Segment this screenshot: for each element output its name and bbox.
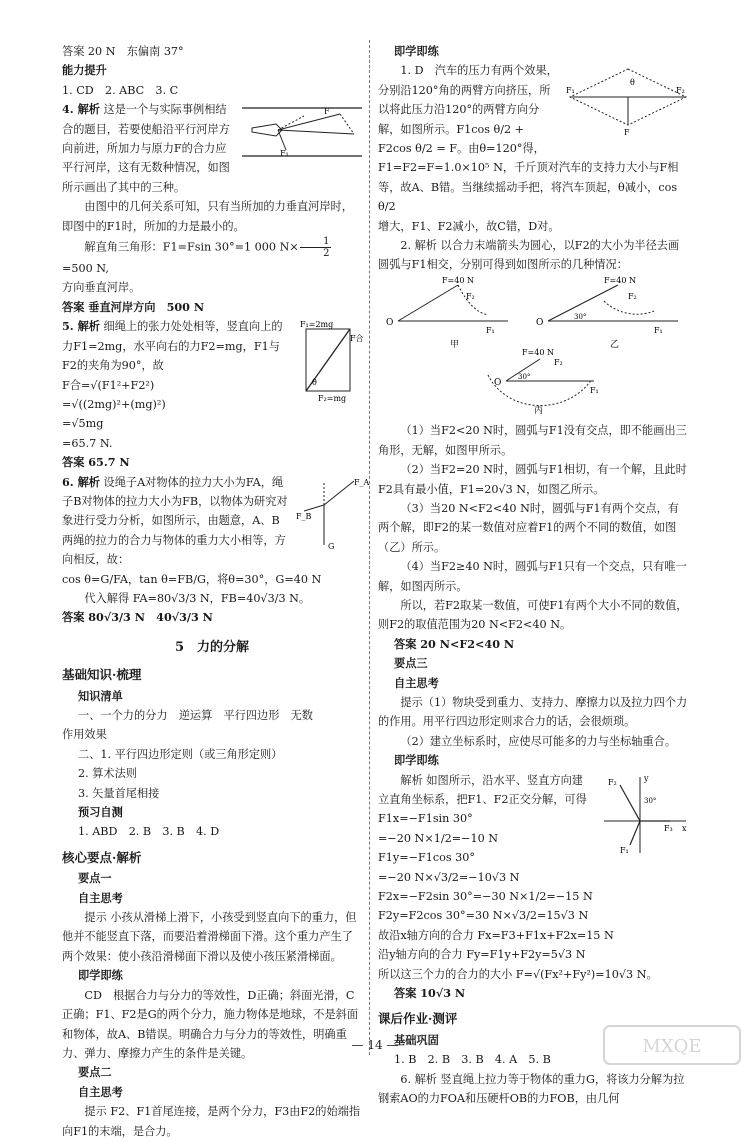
self-thinking-heading-2: 自主思考 [78, 1084, 123, 1099]
preview-test-heading: 预习自测 [78, 805, 123, 820]
case-1: （1）当F2<20 N时，圆弧与F1没有交点，即不能画出三角形，无解，如图甲所示。 [378, 424, 687, 457]
svg-text:F_A: F_A [354, 477, 370, 487]
point-three-heading: 要点三 [394, 656, 428, 671]
page-number: — 14 — [351, 1038, 399, 1052]
calc-8: 沿y轴方向的合力 Fy=F1y+F2y=5√3 N [378, 948, 586, 962]
q6-text: 设绳子A对物体的拉力大小为FA，绳子B对物体的拉力大小为FB，以物体为研究对象进行受力分析，如图所示，由题意，A、B两绳的拉力的合力与物体的重力大小相等，方向相反，故： [62, 475, 288, 567]
q5-formula-3: =√5mg [62, 417, 104, 431]
calc-6: F2y=F2cos 30°=30 N×√3/2=15√3 N [378, 909, 589, 923]
case-2: （2）当F2=20 N时，圆弧与F1相切，有一个解，且此时F2具有最小值，F1=20√3 N，如图乙所示。 [378, 463, 687, 496]
rope-force-figure [298, 319, 362, 403]
boat-force-figure [242, 102, 362, 160]
practice-1-text: 1. D 汽车的压力有两个效果，分别沿120°角的两臂方向挤压，所以将此压力沿120°的两臂方向分解，如图所示。F1cos θ/2 + [378, 64, 558, 136]
q4-label: 4. 解析 [62, 102, 100, 117]
self-thinking-heading-3: 自主思考 [394, 675, 439, 690]
calc-1: F1x=−F1sin 30° [378, 812, 473, 826]
homework-answers: 1. B 2. B 3. B 4. A 5. B [394, 1053, 551, 1067]
svg-text:F: F [624, 128, 630, 138]
knowledge-line-4: 2. 算术法则 [78, 767, 137, 781]
svg-text:F_B: F_B [296, 511, 312, 521]
knowledge-line-5: 3. 矢量首尾相接 [78, 786, 160, 800]
practice-1-text-b: F2cos θ/2 = F。由θ=120°得， [378, 142, 545, 156]
figure-bing [488, 348, 599, 416]
practice-1-text-d: 增大，F1、F2减小，故C错，D对。 [378, 219, 560, 233]
svg-text:乙: 乙 [610, 339, 620, 350]
q5-answer: 答案 65.7 N [62, 455, 130, 470]
watermark-logo [602, 1022, 742, 1068]
q5-text: 细绳上的张力处处相等，竖直向上的力F1=2mg，水平向右的力F2=mg，F1与F2的夹角为90°，故 [62, 320, 283, 373]
q6-formula-2: 代入解得 FA=80√3/3 N，FB=40√3/3 N。 [84, 591, 311, 605]
section-core-points: 核心要点·解析 [62, 849, 142, 865]
svg-text:y: y [644, 773, 649, 783]
svg-text:F=40 N: F=40 N [522, 347, 554, 357]
practice-text: CD 根据合力与分力的等效性，D正确；斜面光滑，C正确；F1、F2是G的两个分力，施力物体是地球，不是斜面和物体，故A、B错误。明确合力与分力的等效性，明确重力、弹力、摩擦力产生的条件是关键。 [62, 988, 359, 1060]
section-heading: 能力提升 [62, 63, 107, 78]
left-column [62, 42, 370, 1141]
q6-formula-1: cos θ=G/FA，tan θ=FB/G，将θ=30°，G=40 N [62, 572, 322, 586]
section-homework: 课后作业·测评 [378, 1011, 458, 1027]
svg-text:F₁: F₁ [620, 845, 629, 855]
svg-text:甲: 甲 [450, 339, 460, 350]
arc-decomposition-figures [378, 275, 690, 415]
chapter-title: 5 力的分解 [174, 639, 250, 655]
svg-text:F₂=mg: F₂=mg [318, 394, 347, 404]
jack-force-figure [566, 63, 690, 137]
case-3: （3）当20 N<F2<40 N时，圆弧与F1有两个交点，有两个解，即F2的某一数值对应着F1的两个不同的数值，如图（乙）所示。 [378, 501, 679, 554]
svg-text:G: G [328, 541, 335, 551]
calc-3: F1y=−F1cos 30° [378, 851, 475, 865]
practice-1-text-c: F1=F2=F=1.0×10⁵ N，千斤顶对汽车的支持力大小与F相等，故A、B错。当继续摇动手把，将汽车顶起，θ减小，cos θ/2 [378, 161, 679, 214]
figure-jia [386, 276, 508, 350]
svg-text:F₂: F₂ [628, 291, 637, 301]
preview-test-answers: 1. ABD 2. B 3. B 4. D [78, 825, 220, 839]
svg-text:丙: 丙 [534, 405, 544, 416]
practice-2-text: 2. 解析 以合力末端箭头为圆心，以F2的大小为半径去画圆弧与F1相交，分别可得到如图所示的几种情况： [378, 239, 680, 272]
hint-text-2: 提示 F2、F1首尾连接，是两个分力，F3由F2的始端指向F1的末端，是合力。 [62, 1105, 361, 1138]
q4-answer: 答案 垂直河岸方向 500 N [62, 299, 205, 314]
case-4: （4）当F2≥40 N时，圆弧与F1只有一个交点，只有唯一解，如图丙所示。 [378, 560, 687, 593]
svg-text:O: O [386, 317, 394, 328]
svg-text:F₂: F₂ [466, 291, 475, 301]
svg-text:F=40 N: F=40 N [442, 275, 474, 285]
practice-3-answer: 答案 10√3 N [394, 986, 466, 1001]
svg-text:θ: θ [630, 78, 635, 88]
column-divider [369, 40, 370, 1055]
q5-formula-4: =65.7 N. [62, 436, 113, 450]
calc-4: =−20 N×√3/2=−10√3 N [378, 870, 520, 884]
svg-text:F=40 N: F=40 N [604, 275, 636, 285]
svg-text:F: F [324, 107, 330, 117]
basic-consolidation-heading: 基础巩固 [394, 1032, 439, 1047]
q5-formula-2: =√((2mg)²+(mg)²) [62, 397, 166, 411]
tension-force-figure [296, 475, 370, 553]
self-thinking-heading: 自主思考 [78, 890, 123, 905]
svg-text:30°: 30° [644, 796, 657, 805]
svg-text:x: x [682, 823, 687, 833]
svg-text:F₁: F₁ [654, 325, 663, 335]
q4-formula: 解直角三角形：F1=Fsin 30°=1 000 N× $\frac{1}{2}$ =500 N, [62, 236, 330, 276]
practice-heading: 即学即练 [78, 968, 123, 983]
practice-2-answer: 答案 20 N<F2<40 N [394, 636, 515, 651]
answers-1-3: 1. CD 2. ABC 3. C [62, 83, 179, 97]
hint-text-4: （2）建立坐标系时，应使尽可能多的力与坐标轴重合。 [400, 734, 677, 748]
svg-text:O: O [536, 317, 544, 328]
right-column [378, 42, 690, 1109]
svg-text:30°: 30° [574, 312, 587, 321]
answer-line: 答案 20 N 东偏南 37° [62, 45, 184, 58]
hint-text-1: 提示 小孩从滑梯上滑下，小孩受到竖直向下的重力，但他并不能竖直下落，而要沿着滑梯面下滑。这个重力产生了两个效果：使小孩沿滑梯面下滑以及使小孩压紧滑梯面。 [62, 911, 357, 963]
coordinate-force-figure [600, 773, 690, 855]
knowledge-list-heading: 知识清单 [78, 688, 123, 703]
svg-text:MXQE: MXQE [642, 1036, 702, 1057]
svg-text:F₂: F₂ [676, 86, 685, 96]
q5-label: 5. 解析 [62, 319, 100, 334]
svg-text:F₁: F₁ [486, 325, 495, 335]
svg-text:30°: 30° [518, 372, 531, 381]
q6-label: 6. 解析 [62, 474, 100, 489]
svg-text:O: O [494, 377, 502, 388]
knowledge-line-1: 一、一个力的分力 逆运算 平行四边形 无数 [78, 709, 313, 722]
svg-text:F₁: F₁ [280, 149, 289, 159]
homework-6-text: 6. 解析 竖直绳上拉力等于物体的重力G，将该力分解为拉钢索AO的力FOA和压硬杆OB的力FOB，由几何 [378, 1072, 685, 1106]
point-one-heading: 要点一 [78, 871, 112, 886]
svg-text:F₂: F₂ [608, 777, 617, 787]
q4-text-b: 由图中的几何关系可知，只有当所加的力垂直河岸时，即图中的F1时，所加的力是最小的。 [62, 200, 353, 233]
figure-yi [536, 276, 678, 350]
svg-text:F₁: F₁ [566, 86, 575, 96]
practice-3-text: 解析 如图所示，沿水平、竖直方向建立直角坐标系，把F1、F2正交分解，可得 [378, 773, 587, 806]
practice-heading-3: 即学即练 [394, 753, 439, 768]
svg-text:F₃: F₃ [664, 823, 673, 833]
q4-text-a: 这是一个与实际事例相结合的题目，若要使船沿平行河岸方向前进，所加力与原力F的合力应平行河岸，这有无数种情况，如图所示画出了其中的三种。 [62, 103, 230, 194]
svg-text:θ: θ [312, 378, 317, 388]
svg-text:F₂: F₂ [554, 357, 563, 367]
calc-9: 所以这三个力的合力的大小 F=√(Fx²+Fy²)=10√3 N。 [378, 967, 658, 981]
svg-text:F₁=2mg: F₁=2mg [300, 320, 334, 330]
knowledge-line-2: 作用效果 [62, 728, 107, 742]
hint-text-3: 提示（1）物块受到重力、支持力、摩擦力以及拉力四个力的作用。用平行四边形定则求合力的话，会很烦琐。 [378, 695, 688, 729]
calc-5: F2x=−F2sin 30°=−30 N×1/2=−15 N [378, 890, 593, 904]
q5-formula-1: F合=√(F1²+F2²) [62, 378, 155, 392]
q4-text-d: 方向垂直河岸。 [62, 281, 141, 295]
practice-heading-r: 即学即练 [394, 44, 439, 58]
knowledge-line-3: 二、1. 平行四边形定则（或三角形定则） [78, 747, 283, 761]
calc-2: =−20 N×1/2=−10 N [378, 831, 499, 845]
point-two-heading: 要点二 [78, 1065, 112, 1080]
svg-text:F合: F合 [350, 334, 364, 344]
case-summary: 所以，若F2取某一数值，可使F1有两个大小不同的数值，则F2的取值范围为20 N<F2<40 N。 [378, 598, 688, 632]
q6-answer: 答案 80√3/3 N 40√3/3 N [62, 610, 213, 625]
section-basic-knowledge: 基础知识·梳理 [62, 667, 142, 683]
svg-text:F₁: F₁ [590, 385, 599, 395]
calc-7: 故沿x轴方向的合力 Fx=F3+F1x+F2x=15 N [378, 928, 614, 942]
